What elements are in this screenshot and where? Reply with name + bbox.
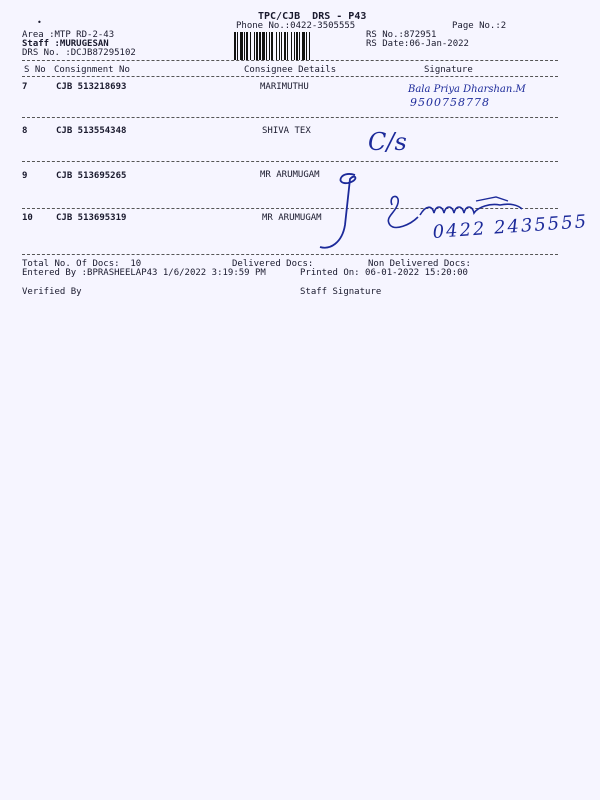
row-consignment: CJB 513218693 — [56, 82, 127, 92]
document-title: TPC/CJB DRS - P43 — [258, 11, 367, 22]
row-consignment: CJB 513554348 — [56, 126, 127, 136]
col-consignment: Consignment No — [54, 65, 130, 75]
entered-by: Entered By :BPRASHEELAP43 1/6/2022 3:19:59 PM — [22, 268, 266, 278]
non-delivered-docs: Non Delivered Docs: — [368, 259, 471, 269]
rs-number: RS No.:872951 — [366, 30, 437, 40]
divider-header — [22, 76, 558, 77]
page-number: Page No.:2 — [452, 21, 507, 31]
handwritten-phone: 9500758778 — [410, 96, 490, 109]
total-docs: Total No. Of Docs: 10 — [22, 259, 142, 269]
row-consignee: MR ARUMUGAM — [260, 170, 320, 180]
handwritten-phone-2: 0422 2435555 — [432, 211, 589, 243]
drs-number: DRS No. :DCJB87295102 — [22, 48, 136, 58]
row-sno: 7 — [22, 82, 28, 92]
handwritten-name: Bala Priya Dharshan.M — [408, 84, 526, 95]
delivered-docs: Delivered Docs: — [232, 259, 314, 269]
rs-date: RS Date:06-Jan-2022 — [366, 39, 469, 49]
verified-by: Verified By — [22, 287, 82, 297]
row-consignee: MARIMUTHU — [260, 82, 309, 92]
phone-number: Phone No.:0422-3505555 — [236, 21, 356, 31]
col-sno: S No — [24, 65, 46, 75]
row-sno: 8 — [22, 126, 28, 136]
handwritten-signature — [300, 165, 540, 260]
staff-signature: Staff Signature — [300, 287, 382, 297]
col-consignee: Consignee Details — [244, 65, 337, 75]
row-sno: 9 — [22, 171, 28, 181]
handwritten-mark: C/s — [368, 128, 407, 156]
row-divider — [22, 161, 558, 162]
printed-on: Printed On: 06-01-2022 15:20:00 — [300, 268, 468, 278]
row-consignee: SHIVA TEX — [262, 126, 311, 136]
barcode — [232, 32, 356, 60]
divider-top — [22, 60, 558, 61]
row-sno: 10 — [22, 213, 33, 223]
row-consignment: CJB 513695265 — [56, 171, 127, 181]
area-label: Area :MTP RD-2-43 — [22, 30, 115, 40]
row-consignment: CJB 513695319 — [56, 213, 127, 223]
dot-mark: • — [37, 18, 42, 27]
row-consignee: MR ARUMUGAM — [262, 213, 322, 223]
col-signature: Signature — [424, 65, 473, 75]
row-divider — [22, 117, 558, 118]
staff-label: Staff :MURUGESAN — [22, 39, 109, 49]
